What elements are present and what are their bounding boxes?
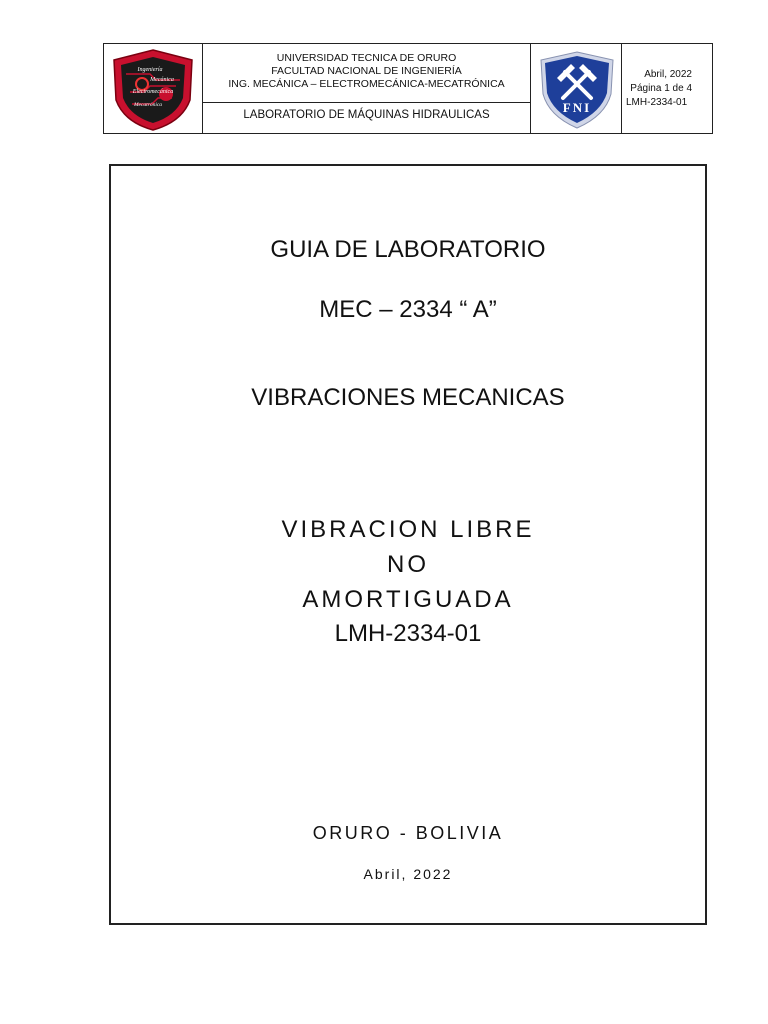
institution-cell — [203, 44, 531, 133]
right-logo-cell — [531, 44, 622, 133]
header-date: Abril, 2022 — [644, 69, 692, 80]
document-meta — [622, 68, 712, 110]
department-name: ING. MECÁNICA – ELECTROMECÁNICA-MECATRÓNICA — [228, 78, 505, 90]
document-header — [103, 43, 713, 134]
laboratory-name: LABORATORIO DE MÁQUINAS HIDRAULICAS — [243, 109, 490, 121]
faculty-shield-logo — [110, 48, 196, 132]
document-meta-cell — [622, 44, 712, 133]
faculty-name: FACULTAD NACIONAL DE INGENIERÍA — [271, 65, 462, 77]
logo-line-3: Electromecánica — [132, 89, 174, 95]
topic-line-2: NO — [387, 551, 429, 578]
fni-shield-logo — [539, 50, 615, 130]
institution-names — [203, 52, 530, 91]
logo-line-4: Mecatrónica — [133, 102, 163, 108]
left-logo-cell — [104, 44, 203, 133]
cover-title: GUIA DE LABORATORIO — [270, 236, 546, 263]
cover-frame — [109, 164, 707, 925]
topic-line-3: AMORTIGUADA — [302, 586, 514, 613]
document-code: LMH-2334-01 — [626, 97, 688, 108]
page-number: Página 1 de 4 — [630, 83, 692, 94]
logo-line-2: Mecánica — [150, 77, 174, 83]
course-code: MEC – 2334 “ A” — [319, 296, 497, 323]
topic-line-1: VIBRACION LIBRE — [281, 516, 535, 543]
topic-code: LMH-2334-01 — [334, 620, 482, 647]
logo-line-1: Ingeniería — [137, 67, 163, 73]
cover-date: Abril, 2022 — [363, 866, 453, 882]
location: ORURO - BOLIVIA — [312, 823, 504, 843]
university-name: UNIVERSIDAD TECNICA DE ORURO — [276, 52, 457, 64]
header-divider — [203, 102, 530, 103]
subject-name: VIBRACIONES MECANICAS — [251, 384, 565, 411]
fni-logo-text: FNI — [562, 100, 592, 115]
